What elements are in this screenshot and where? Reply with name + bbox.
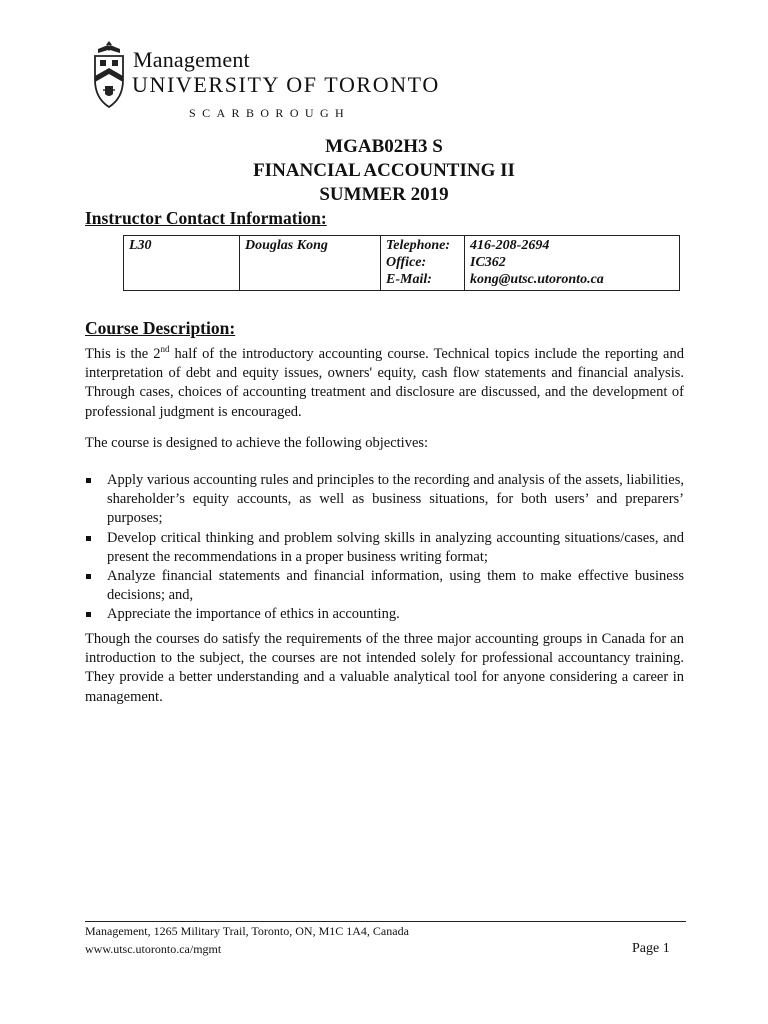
footer-url: www.utsc.utoronto.ca/mgmt <box>85 942 222 956</box>
logo-campus: SCARBOROUGH <box>189 106 351 120</box>
page-number: Page 1 <box>632 941 670 956</box>
list-item <box>85 471 684 529</box>
logo-university: UNIVERSITY OF TORONTO <box>132 72 440 97</box>
instructor-name-cell: Douglas Kong <box>240 236 381 291</box>
course-title: FINANCIAL ACCOUNTING II <box>253 160 515 181</box>
square-bullet-icon <box>86 478 91 483</box>
instructor-contact-table <box>123 235 680 291</box>
table-row <box>124 236 680 291</box>
square-bullet-icon <box>86 536 91 541</box>
objective-text: Apply various accounting rules and principles to the recording and analysis of the assets, liabilities, shareholder’s equity accounts, as well as business situations, for both users’ and preparers’ purposes; <box>107 472 684 527</box>
footer-divider <box>85 921 686 922</box>
ordinal-suffix: nd <box>160 344 170 354</box>
office-value: IC362 <box>470 255 506 270</box>
logo-department: Management <box>133 47 250 72</box>
objectives-intro: The course is designed to achieve the following objectives: <box>85 435 429 451</box>
list-item <box>85 529 684 567</box>
email-label: E-Mail: <box>386 272 432 287</box>
lecture-section-cell: L30 <box>124 236 240 291</box>
objective-text: Appreciate the importance of ethics in accounting. <box>107 606 400 623</box>
contact-values-cell <box>465 236 680 291</box>
course-description-paragraph <box>85 345 684 422</box>
telephone-label: Telephone: <box>386 238 451 253</box>
square-bullet-icon <box>86 612 91 617</box>
closing-paragraph: Though the courses do satisfy the requirements of the three major accounting groups in Canada for an introduction to the subject, the courses are not intended solely for professional accountancy training. They provide a better understanding and a valuable analytical tool for anyone considering a career in management. <box>85 631 684 705</box>
footer-address: Management, 1265 Military Trail, Toronto, ON, M1C 1A4, Canada <box>85 924 409 938</box>
intro-text-rest: half of the introductory accounting course. Technical topics include the reporting and interpretation of debt and equity issues, owners' equity, cash flow statements and financial analysis. Through cases, choices of accounting treatment and disclosure are discussed, and the development of professional judgment is encouraged. <box>85 346 684 420</box>
telephone-value: 416-208-2694 <box>470 238 550 253</box>
office-label: Office: <box>386 255 427 270</box>
email-value: kong@utsc.utoronto.ca <box>470 272 604 287</box>
course-header <box>0 135 768 207</box>
square-bullet-icon <box>86 574 91 579</box>
list-item <box>85 567 684 605</box>
intro-text-start: This is the 2 <box>85 346 161 362</box>
list-item <box>85 605 684 624</box>
objectives-list <box>85 471 684 625</box>
utsc-management-logo <box>92 40 440 120</box>
objective-text: Develop critical thinking and problem solving skills in analyzing accounting situations/cases, and present the recommendations in a proper business writing format; <box>107 529 684 565</box>
university-crest-icon <box>92 40 126 110</box>
course-code: MGAB02H3 S <box>325 136 443 157</box>
contact-labels-cell <box>381 236 465 291</box>
instructor-contact-heading: Instructor Contact Information: <box>85 208 327 228</box>
course-term: SUMMER 2019 <box>319 184 449 205</box>
course-description-heading: Course Description: <box>85 318 236 338</box>
objective-text: Analyze financial statements and financial information, using them to make effective business decisions; and, <box>107 568 684 604</box>
